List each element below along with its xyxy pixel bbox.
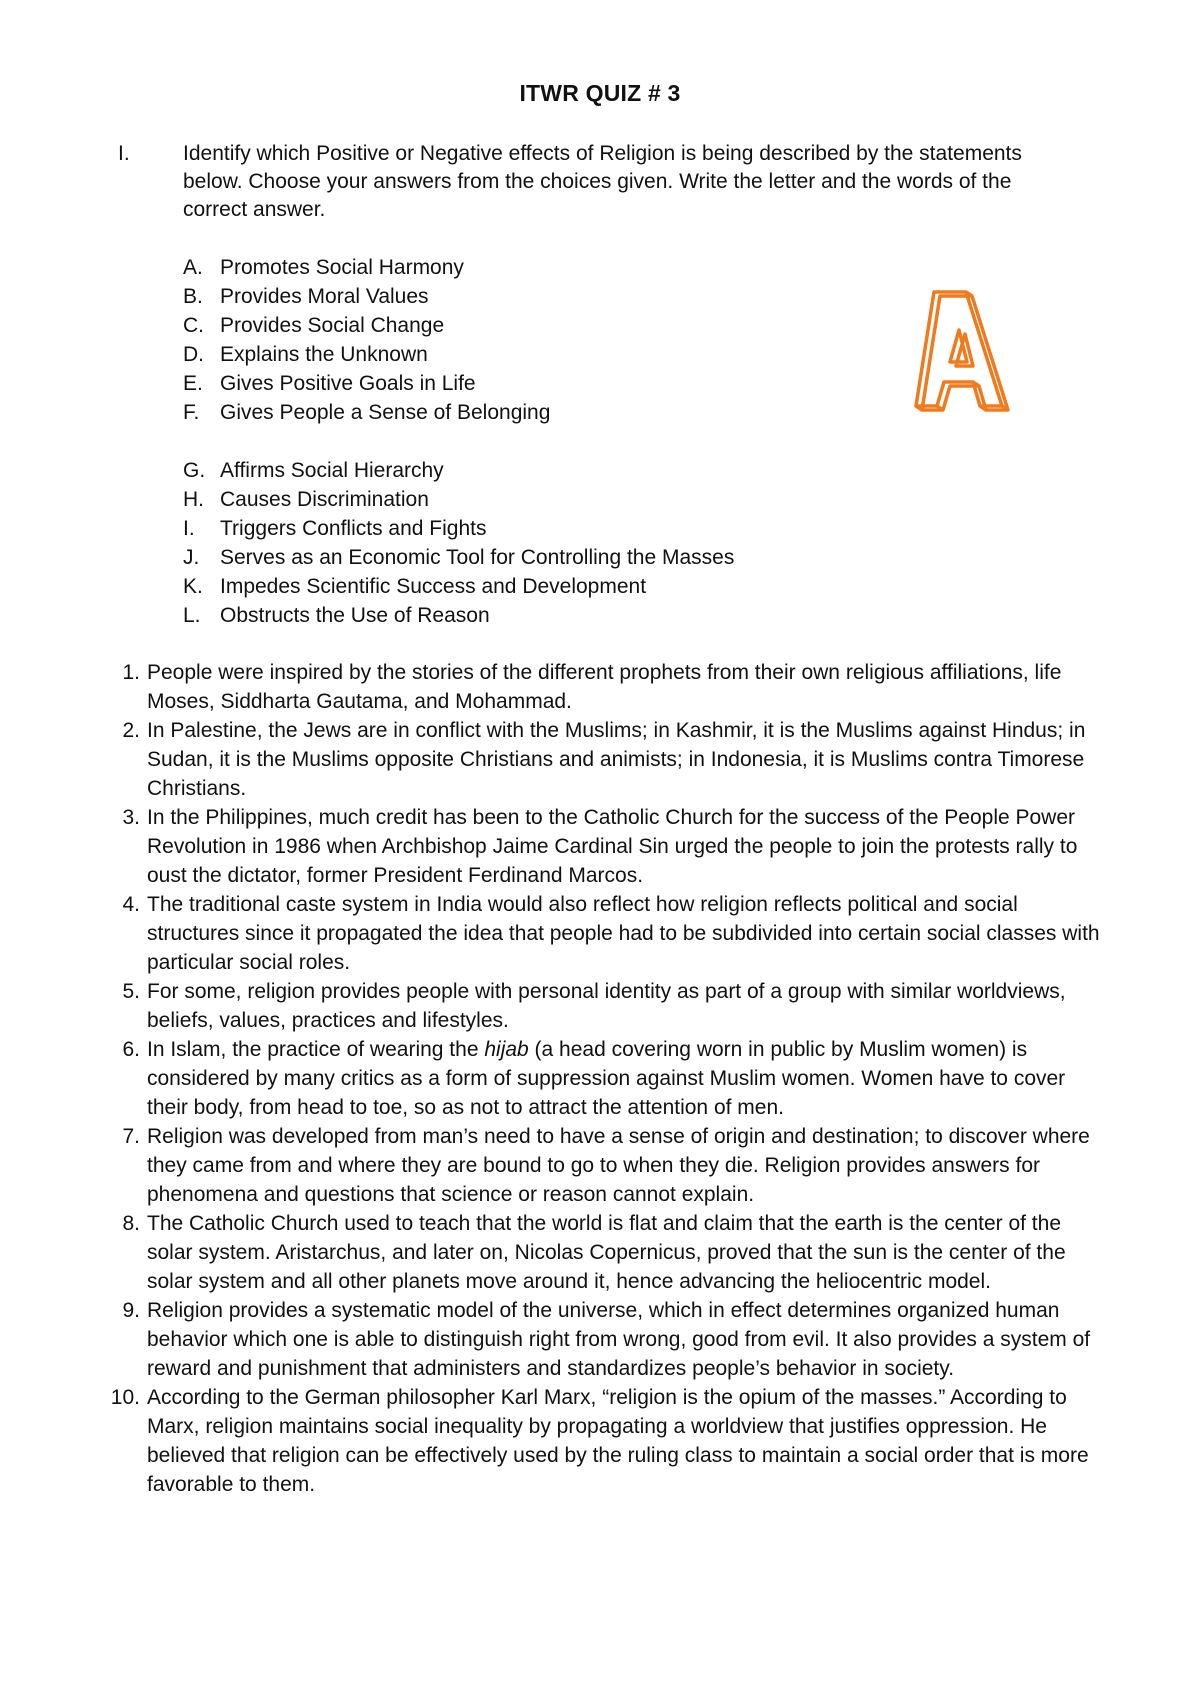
choice-letter: G.: [183, 459, 206, 482]
question-number: 9.: [122, 1299, 140, 1322]
choice-letter: A.: [183, 256, 203, 279]
question-number: 4.: [122, 893, 140, 916]
question-number: 8.: [122, 1212, 140, 1235]
choice-letter: D.: [183, 343, 204, 366]
choice-item: [183, 340, 883, 369]
choice-letter: F.: [183, 401, 200, 424]
question-item: [110, 803, 1100, 890]
question-number: 6.: [122, 1038, 140, 1061]
question-number: 1.: [122, 661, 140, 684]
choice-item: [183, 398, 883, 427]
question-text: According to the German philosopher Karl Marx, “religion is the opium of the masses.” According to Marx, religion maintains social inequality by propagating a worldview that justifies oppression. He believed that religion can be effectively used by the ruling class to maintain a social order that is more favorable to them.: [147, 1386, 1089, 1496]
choice-text: Provides Social Change: [220, 314, 445, 337]
choice-item: [183, 369, 883, 398]
choice-item: [183, 253, 883, 282]
question-text: The Catholic Church used to teach that the world is flat and claim that the earth is the center of the solar system. Aristarchus, and later on, Nicolas Copernicus, proved that the sun is the center of the solar system and all other planets move around it, hence advancing the heliocentric model.: [147, 1212, 1066, 1293]
choice-letter: H.: [183, 488, 204, 511]
question-item: [110, 977, 1100, 1035]
grade-letter: A: [910, 290, 911, 291]
question-number: 3.: [122, 806, 140, 829]
page-title: ITWR QUIZ # 3: [519, 80, 681, 106]
question-item: [110, 890, 1100, 977]
grade-a-mark: [910, 290, 1020, 415]
choice-text: Promotes Social Harmony: [220, 256, 464, 279]
choice-letter: K.: [183, 575, 203, 598]
question-item: [110, 1296, 1100, 1383]
choice-text: Triggers Conflicts and Fights: [220, 517, 487, 540]
choice-text: Provides Moral Values: [220, 285, 429, 308]
choice-letter: C.: [183, 314, 204, 337]
choice-item: [183, 282, 883, 311]
question-text: People were inspired by the stories of the different prophets from their own religious affiliations, life Moses, Siddharta Gautama, and Mohammad.: [147, 661, 1062, 713]
question-number: 5.: [122, 980, 140, 1003]
choice-text: Causes Discrimination: [220, 488, 429, 511]
choice-letter: I.: [183, 517, 195, 540]
choice-letter: B.: [183, 285, 203, 308]
choice-text: Explains the Unknown: [220, 343, 428, 366]
choice-letter: J.: [183, 546, 200, 569]
choice-text: Gives People a Sense of Belonging: [220, 401, 551, 424]
question-number: 10.: [110, 1386, 140, 1409]
choice-item: [183, 572, 883, 601]
question-number: 7.: [122, 1125, 140, 1148]
question-text: Religion was developed from man’s need to have a sense of origin and destination; to discover where they came from and where they are bound to go to when they die. Religion provides answers for phenomena and questions that science or reason cannot explain.: [147, 1125, 1090, 1206]
question-item: [110, 716, 1100, 803]
question-text: In the Philippines, much credit has been to the Catholic Church for the success of the People Power Revolution in 1986 when Archbishop Jaime Cardinal Sin urged the people to join the protests rally to oust the dictator, former President Ferdinand Marcos.: [147, 806, 1078, 887]
hijab-term: hijab: [484, 1038, 529, 1061]
instruction-text: Identify which Positive or Negative effects of Religion is being described by the statements below. Choose your answers from the choices given. Write the letter and the words of the correct answer.: [183, 142, 1022, 221]
choice-text: Impedes Scientific Success and Development: [220, 575, 647, 598]
question-item: [110, 658, 1100, 716]
section-number: I.: [118, 142, 130, 165]
positive-choices-list: [183, 253, 883, 427]
question-text: For some, religion provides people with personal identity as part of a group with similar worldviews, beliefs, values, practices and lifestyles.: [147, 980, 1066, 1032]
question-item: [110, 1383, 1100, 1499]
choice-item: [183, 485, 883, 514]
question-text: [147, 1035, 1100, 1122]
choice-item: [183, 311, 883, 340]
choice-letter: E.: [183, 372, 203, 395]
question-text: The traditional caste system in India would also reflect how religion reflects political and social structures since it propagated the idea that people had to be subdivided into certain social classes with particular social roles.: [147, 893, 1100, 974]
question-item: [110, 1209, 1100, 1296]
choice-text: Serves as an Economic Tool for Controlling the Masses: [220, 546, 735, 569]
question-item: [110, 1122, 1100, 1209]
questions-list: [110, 658, 1100, 1499]
choice-item: [183, 601, 883, 630]
choice-item: [183, 514, 883, 543]
choice-item: [183, 456, 883, 485]
question-text: In Palestine, the Jews are in conflict with the Muslims; in Kashmir, it is the Muslims against Hindus; in Sudan, it is the Muslims opposite Christians and animists; in Indonesia, it is Muslims contra Timorese Christians.: [147, 719, 1086, 800]
question-text-part: In Islam, the practice of wearing the: [147, 1038, 485, 1061]
question-item: [110, 1035, 1100, 1122]
choice-item: [183, 543, 883, 572]
choice-letter: L.: [183, 604, 201, 627]
choice-text: Obstructs the Use of Reason: [220, 604, 490, 627]
choice-text: Affirms Social Hierarchy: [220, 459, 444, 482]
question-text-part: (a head covering worn in public by Muslim women) is considered by many critics as a form of suppression against Muslim women. Women have to cover their body, from head to toe, so as not to attract the attention of men.: [147, 1038, 1066, 1119]
choice-text: Gives Positive Goals in Life: [220, 372, 476, 395]
question-number: 2.: [122, 719, 140, 742]
question-text: Religion provides a systematic model of the universe, which in effect determines organized human behavior which one is able to distinguish right from wrong, good from evil. It also provides a system of reward and punishment that administers and standardizes people’s behavior in society.: [147, 1299, 1091, 1380]
negative-choices-list: [183, 456, 883, 630]
